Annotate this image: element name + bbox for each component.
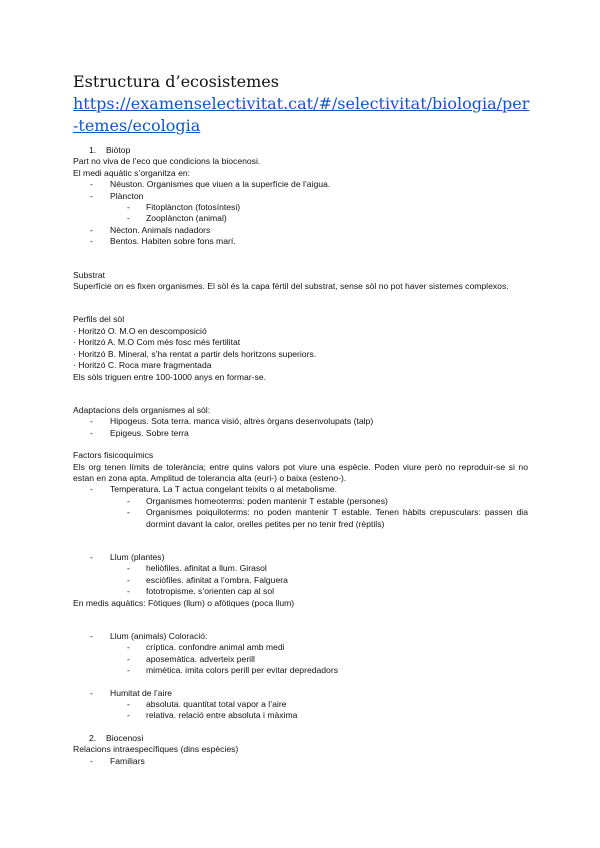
paragraph: Els sòls triguen entre 100-1000 anys en formar-se.: [73, 371, 266, 382]
document-body: [73, 145, 528, 767]
sub-list-item: - absoluta. quantitat total vapor a l’aire: [127, 699, 287, 710]
list-item: · Horitzó A. M.O Com més fosc més fertilitat: [73, 337, 241, 348]
section-heading-biotop: 1. Biòtop: [89, 145, 131, 155]
list-item: - Llum (plantes): [90, 551, 165, 562]
section-heading-factors: Factors fisicoquímics: [73, 450, 154, 461]
page-title: Estructura d’ecosistemes: [73, 72, 279, 91]
list-item: - Familiars: [90, 755, 145, 766]
section-heading-adaptacions: Adaptacions dels organismes al sòl:: [73, 404, 211, 415]
list-item: · Horitzó B. Mineral, s’ha rentat a partir dels horitzons superiors.: [73, 348, 317, 359]
list-item: - Temperatura. La T actua congelant teixits o al metabolisme.: [90, 484, 338, 495]
paragraph: Part no viva de l’eco que condicions la biocenosi.: [73, 156, 261, 167]
sub-list-item: - aposemàtica. adverteix perill: [127, 653, 255, 664]
list-item: - Bentos. Habiten sobre fons marí.: [90, 236, 236, 247]
list-item: - Epigeus. Sobre terra: [90, 427, 189, 438]
list-item: - Plàncton: [90, 190, 144, 201]
paragraph: Els org tenen límits de tolerància; entre quins valors pot viure una espècie. Poden viure però no reproduir-se si no estan en zona apta. Amplitud de tolerancia alta (euri-) o baixa (esteno-).: [73, 461, 528, 483]
sub-list-item: - fototropisme. s’orienten cap al sol: [127, 586, 275, 597]
section-heading-substrat: Substrat: [73, 269, 106, 280]
sub-list-item: - Fitoplàncton (fotosíntesi): [127, 202, 241, 213]
source-link[interactable]: https://examenselectivitat.cat/#/selectivitat/biologia/per-temes/ecologia: [73, 94, 530, 135]
list-item: - Néuston. Organismes que viuen a la superfície de l’aigua.: [90, 179, 331, 190]
list-item: · Horitzó C. Roca mare fragmentada: [73, 360, 212, 371]
list-item: · Horitzó O. M.O en descomposició: [73, 325, 207, 336]
sub-list-item: - Organismes poiquiloterms: no poden mantenir T estable. Tenen hàbits crepusculars: passen dia dormint davant la calor, orelles petites per no tenir fred (rèptils): [127, 507, 528, 529]
sub-list-item: - mimètica. imita colors perill per evitar depredadors: [127, 665, 338, 676]
paragraph: Superfície on es fixen organismes. El sòl és la capa fèrtil del substrat, sense sòl no pot haver sistemes complexos.: [73, 281, 509, 292]
section-heading-biocenosi: 2. Biocenosi: [89, 732, 144, 743]
section-heading-perfils: Perfils del sòl: [73, 314, 125, 325]
sub-list-item: - relativa. relació entre absoluta i màxima: [127, 710, 298, 721]
sub-list-item: - críptica. confondre animal amb medi: [127, 642, 285, 653]
list-item: - Humitat de l’aire: [90, 687, 173, 698]
sub-list-item: - heliòfiles. afinitat a llum. Girasol: [127, 563, 267, 574]
paragraph: En medis aquàtics: Fòtiques (llum) o afòtiques (poca llum): [73, 597, 295, 608]
sub-list-item: - Organismes homeoterms: poden mantenir T estable (persones): [127, 495, 388, 506]
list-item: - Hipogeus. Sota terra. manca visió, altres òrgans desenvolupats (talp): [90, 416, 374, 427]
list-item: - Nècton. Animals nadadors: [90, 224, 211, 235]
paragraph: El medi aquàtic s’organitza en:: [73, 167, 191, 178]
list-item: - Llum (animals) Coloració:: [90, 631, 208, 641]
sub-list-item: - Zooplàncton (animal): [127, 213, 227, 224]
paragraph: Relacions intraespecífiques (dins espècies): [73, 744, 239, 755]
sub-list-item: - esciòfiles. afinitat a l’ombra. Falguera: [127, 574, 288, 585]
